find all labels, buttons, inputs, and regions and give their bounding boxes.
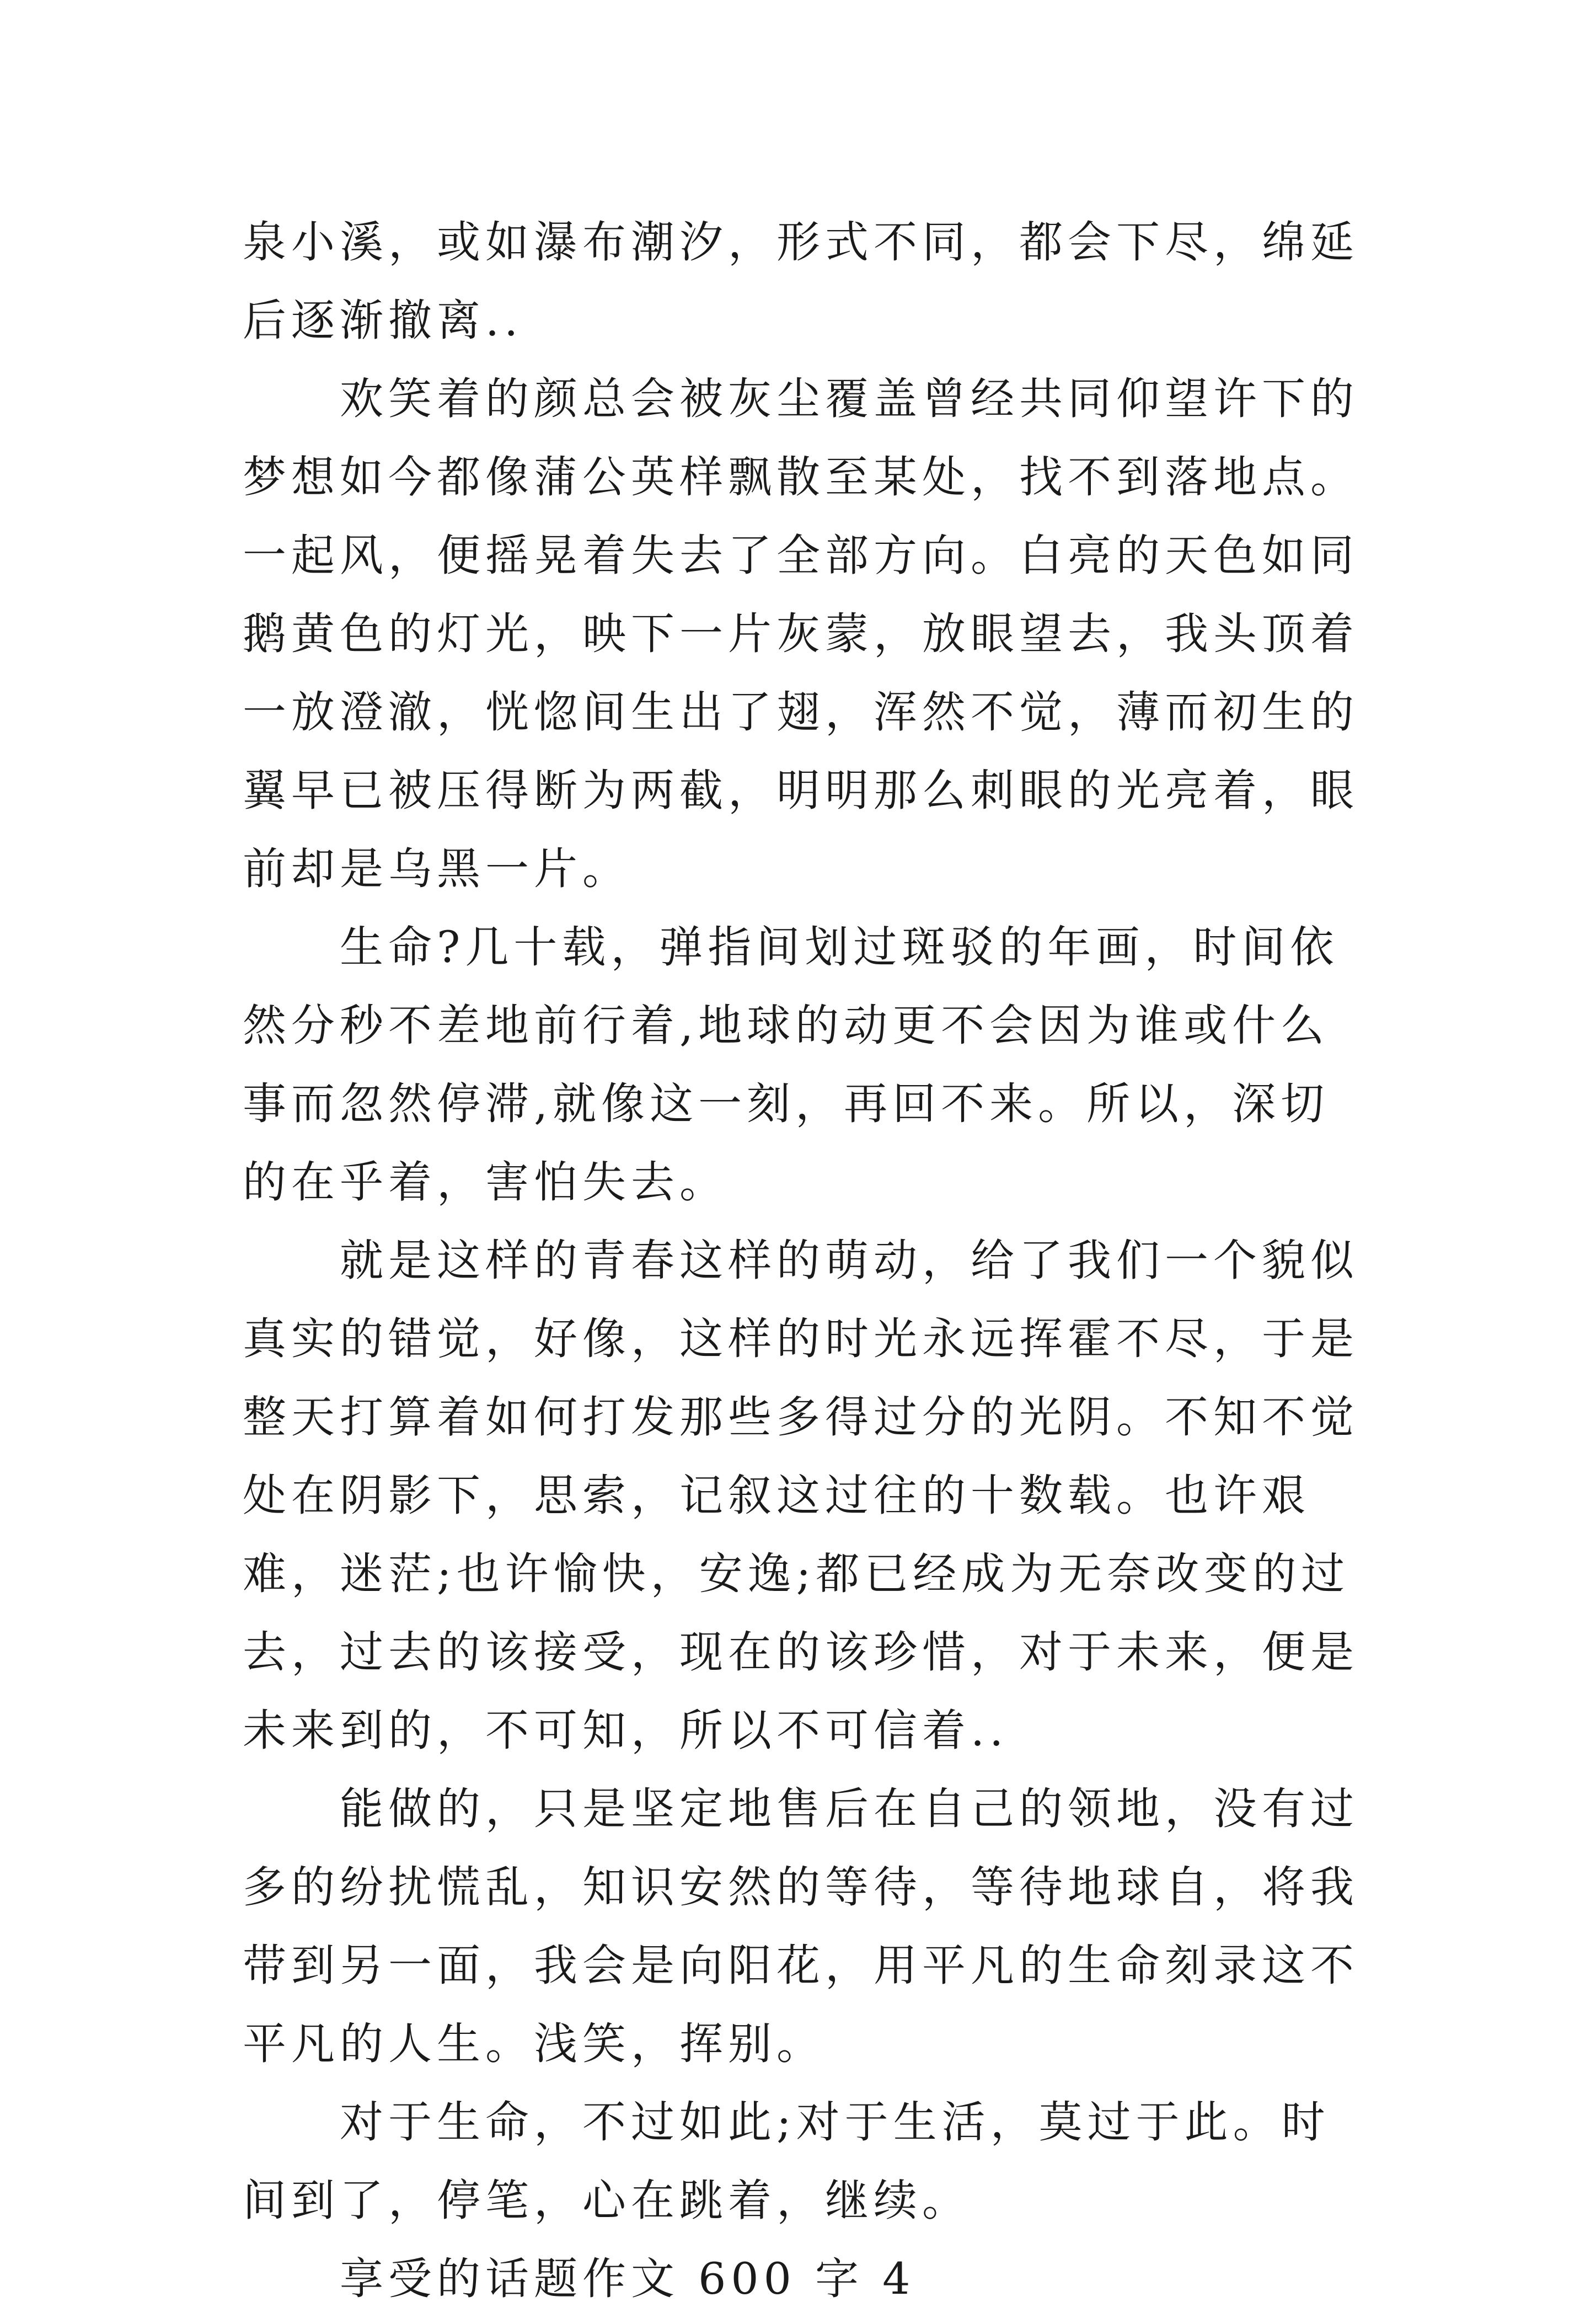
paragraph: 能做的，只是坚定地售后在自己的领地，没有过多的纷扰慌乱，知识安然的等待，等待地球自，将我带到另一面，我会是向阳花，用平凡的生命刻录这不平凡的人生。浅笑，挥别。 xyxy=(243,1783,1359,2069)
paragraph: 泉小溪，或如瀑布潮汐，形式不同，都会下尽，绵延后逐渐撤离.. xyxy=(243,217,1359,346)
section-heading: 享受的话题作文 600 字 4 xyxy=(340,2253,915,2304)
paragraph: 就是这样的青春这样的萌动，给了我们一个貌似真实的错觉，好像，这样的时光永远挥霍不尽，于是整天打算着如何打发那些多得过分的光阴。不知不觉处在阴影下，思索，记叙这过往的十数载。也许艰难，迷茫;也许愉快，安逸;都已经成为无奈改变的过去，过去的该接受，现在的该珍惜，对于未来，便是未来到的，不可知，所以不可信着.. xyxy=(243,1235,1359,1756)
paragraph: 对于生命，不过如此;对于生活，莫过于此。时间到了，停笔，心在跳着，继续。 xyxy=(243,2097,1330,2226)
paragraph: 欢笑着的颜总会被灰尘覆盖曾经共同仰望许下的梦想如今都像蒲公英样飘散至某处，找不到落地点。一起风，便摇晃着失去了全部方向。白亮的天色如同鹅黄色的灯光，映下一片灰蒙，放眼望去，我头顶着一放澄澈，恍惚间生出了翅，浑然不觉，薄而初生的翼早已被压得断为两截，明明那么刺眼的光亮着，眼前却是乌黑一片。 xyxy=(243,373,1359,894)
paragraph: 生命?几十载，弹指间划过斑驳的年画，时间依然分秒不差地前行着,地球的动更不会因为谁或什么事而忽然停滞,就像这一刻，再回不来。所以，深切的在乎着，害怕失去。 xyxy=(243,922,1339,1208)
document-body xyxy=(243,203,1373,2318)
